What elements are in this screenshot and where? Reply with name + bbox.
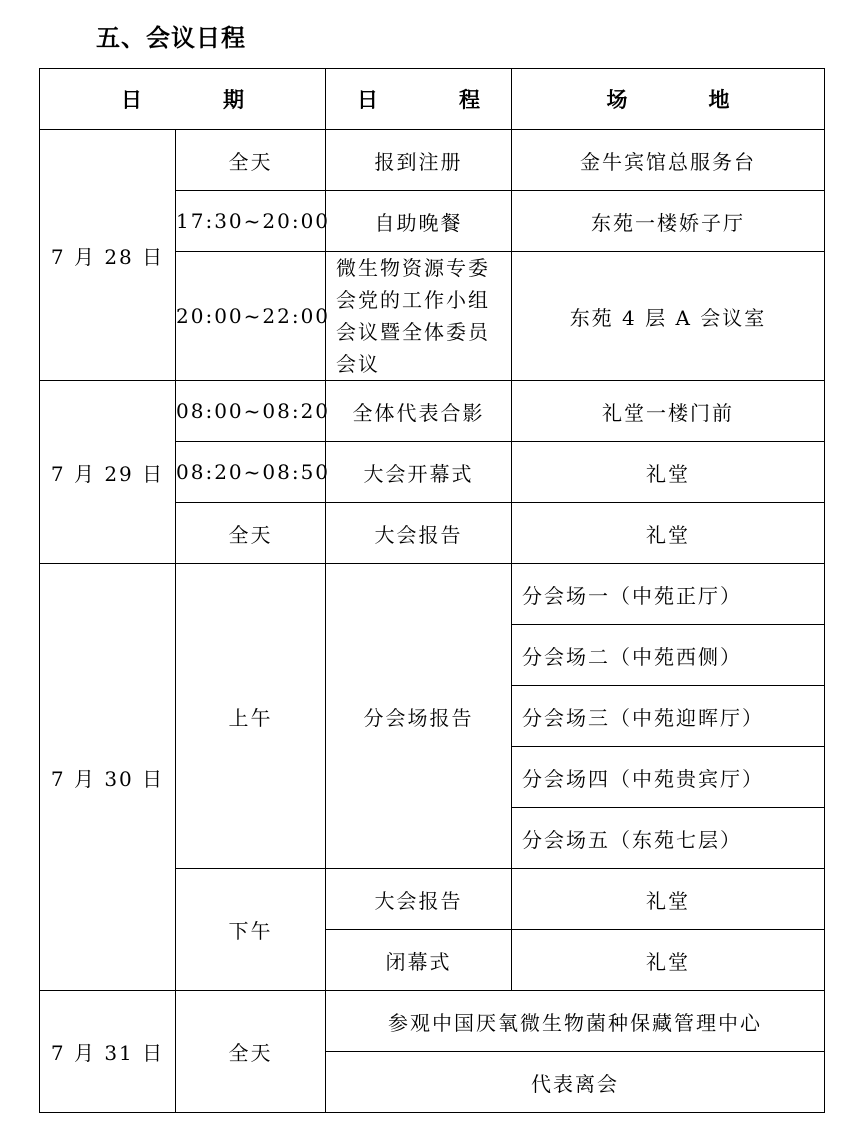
section-title: 五、会议日程 <box>96 24 246 52</box>
event-cell: 全体代表合影 <box>326 381 512 442</box>
table-row <box>40 564 825 625</box>
event-cell: 闭幕式 <box>326 930 512 991</box>
venue-cell: 礼堂 <box>512 869 825 930</box>
time-cell: 下午 <box>176 869 326 991</box>
time-cell: 20:00~22:00 <box>176 252 326 381</box>
venue-cell: 金牛宾馆总服务台 <box>512 130 825 191</box>
schedule-table <box>39 68 825 1113</box>
venue-cell: 礼堂 <box>512 503 825 564</box>
date-cell: 7 月 31 日 <box>40 991 176 1113</box>
venue-cell: 礼堂 <box>512 442 825 503</box>
venue-cell: 分会场四（中苑贵宾厅） <box>512 747 825 808</box>
event-cell: 大会开幕式 <box>326 442 512 503</box>
header-date: 日 期 <box>40 69 326 130</box>
time-cell: 08:20~08:50 <box>176 442 326 503</box>
event-cell: 分会场报告 <box>326 564 512 869</box>
venue-cell: 东苑一楼娇子厅 <box>512 191 825 252</box>
date-cell: 7 月 30 日 <box>40 564 176 991</box>
date-cell: 7 月 29 日 <box>40 381 176 564</box>
time-cell: 全天 <box>176 991 326 1113</box>
header-venue: 场 地 <box>512 69 825 130</box>
event-cell: 报到注册 <box>326 130 512 191</box>
event-cell: 微生物资源专委会党的工作小组会议暨全体委员会议 <box>326 252 512 381</box>
time-cell: 全天 <box>176 130 326 191</box>
event-cell: 自助晚餐 <box>326 191 512 252</box>
header-row <box>40 69 825 130</box>
event-cell: 参观中国厌氧微生物菌种保藏管理中心 <box>326 991 825 1052</box>
time-cell: 上午 <box>176 564 326 869</box>
venue-cell: 分会场二（中苑西侧） <box>512 625 825 686</box>
venue-cell: 礼堂一楼门前 <box>512 381 825 442</box>
header-schedule: 日 程 <box>326 69 512 130</box>
venue-cell: 分会场三（中苑迎晖厅） <box>512 686 825 747</box>
venue-cell: 分会场一（中苑正厅） <box>512 564 825 625</box>
table-row <box>40 130 825 191</box>
event-cell: 大会报告 <box>326 503 512 564</box>
event-cell: 大会报告 <box>326 869 512 930</box>
time-cell: 08:00~08:20 <box>176 381 326 442</box>
table-row <box>40 991 825 1052</box>
time-cell: 17:30~20:00 <box>176 191 326 252</box>
venue-cell: 礼堂 <box>512 930 825 991</box>
event-cell: 代表离会 <box>326 1052 825 1113</box>
venue-cell: 东苑 4 层 A 会议室 <box>512 252 825 381</box>
table-row <box>40 381 825 442</box>
time-cell: 全天 <box>176 503 326 564</box>
venue-cell: 分会场五（东苑七层） <box>512 808 825 869</box>
date-cell: 7 月 28 日 <box>40 130 176 381</box>
